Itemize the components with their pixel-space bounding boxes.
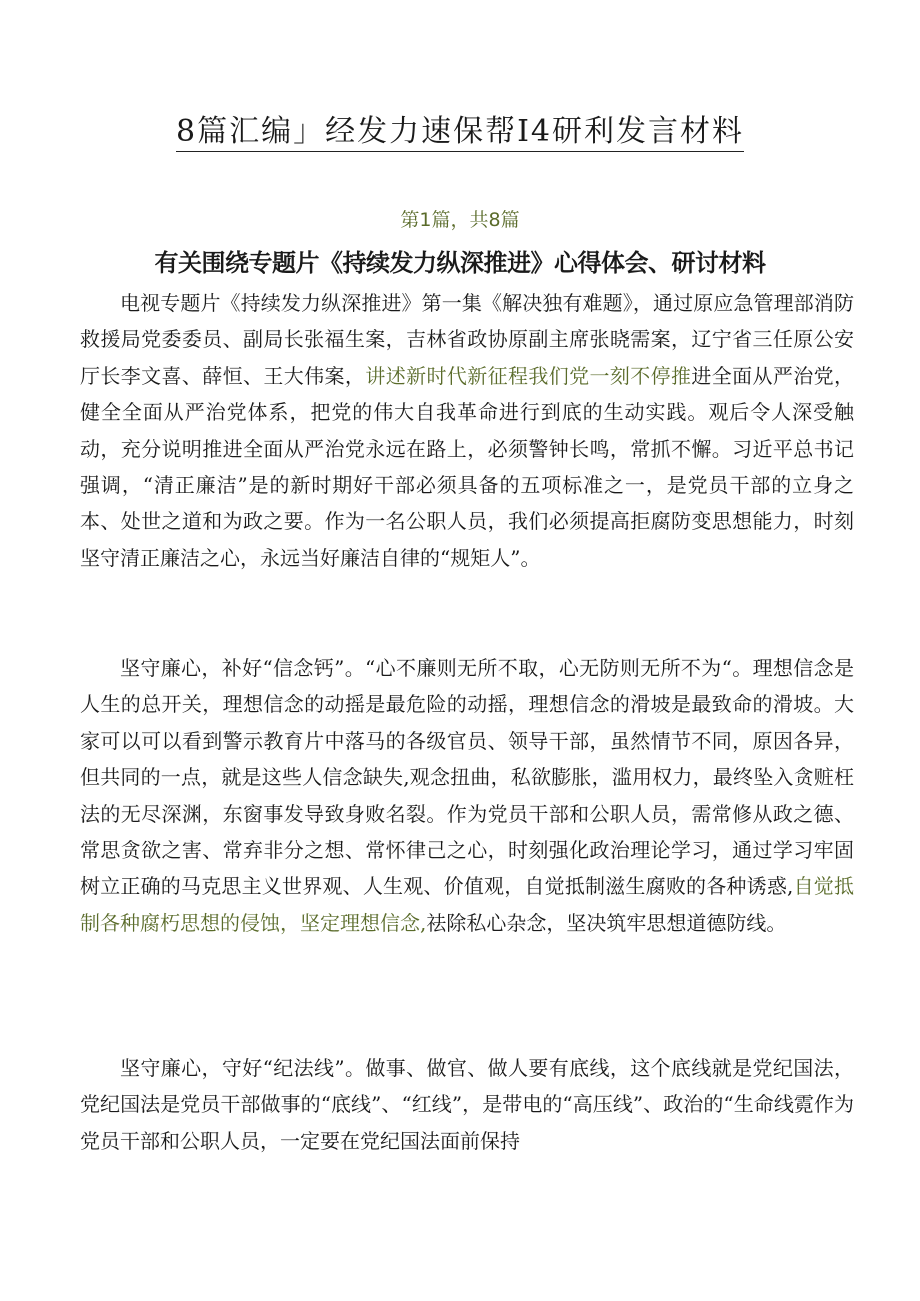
document-title — [0, 112, 920, 152]
part-label: 第1篇，共8篇 — [400, 209, 520, 231]
paragraph-2-text-end: 祛除私心杂念，坚决筑牢思想道德防线。 — [426, 910, 787, 935]
paragraph-3-text: 坚守廉心，守好“纪法线”。做事、做官、做人要有底线，这个底线就是党纪国法，党纪国法是党员干部做事的“底线”、“红线”，是带电的“高压线”、政治的“生命线霓作为党员干部和公职人员，一定要在党纪国法面前保持 — [80, 1056, 854, 1153]
paragraph-1-text-end: 进全面从严治党，健全全面从严治党体系，把党的伟大自我革命进行到底的生动实践。观后令人深受触动，充分说明推进全面从严治党永远在路上，必须警钟长鸣，常抓不懈。习近平总书记强调，“清正廉洁”是的新时期好干部必须具备的五项标准之一，是党员干部的立身之本、处世之道和为政之要。作为一名公职人员，我们必须提高拒腐防变思想能力，时刻坚守清正廉洁之心，永远当好廉洁自律的“规矩人”。 — [80, 363, 855, 570]
paragraph-2 — [80, 650, 854, 941]
paragraph-3 — [80, 1050, 854, 1159]
paragraph-2-text: 坚守廉心，补好“信念钙”。“心不廉则无所不取，心无防则无所不为“。理想信念是人生的总开关，理想信念的动摇是最危险的动摇，理想信念的滑坡是最致命的滑坡。大家可以可以看到警示教育片中落马的各级官员、领导干部，虽然情节不同，原因各异，但共同的一点，就是这些人信念缺失,观念扭曲，私欲膨胀，滥用权力，最终坠入贪赃枉法的无尽深渊，东窗事发导致身败名裂。作为党员干部和公职人员，需常修从政之德、常思贪欲之害、常弃非分之想、常怀律己之心，时刻强化政治理论学习，通过学习牢固树立正确的马克思主义世界观、人生观、价值观，自觉抵制滋生腐败的各种诱惑, — [80, 656, 854, 899]
document-title-text: 8篇汇编」经发力速保帮I4研利发言材料 — [176, 114, 744, 152]
paragraph-1-text: 电视专题片《持续发力纵深推进》第一集《解决独有难题》，通过原应急管理部消防救援局党委委员、副局长张福生案，吉林省政协原副主席张晓需案，辽宁省三任原公安厅长李文喜、薛恒、王大伟案， — [80, 291, 854, 388]
paragraph-1 — [80, 285, 854, 576]
article-title: 有关围绕专题片《持续发力纵深推进》心得体会、研讨材料 — [154, 249, 766, 277]
paragraph-1-highlight: 讲述新时代新征程我们党一刻不停推 — [365, 363, 692, 388]
paragraph-2-highlight: 自觉抵制各种腐朽思想的侵蚀，坚定理想信念, — [80, 874, 855, 935]
